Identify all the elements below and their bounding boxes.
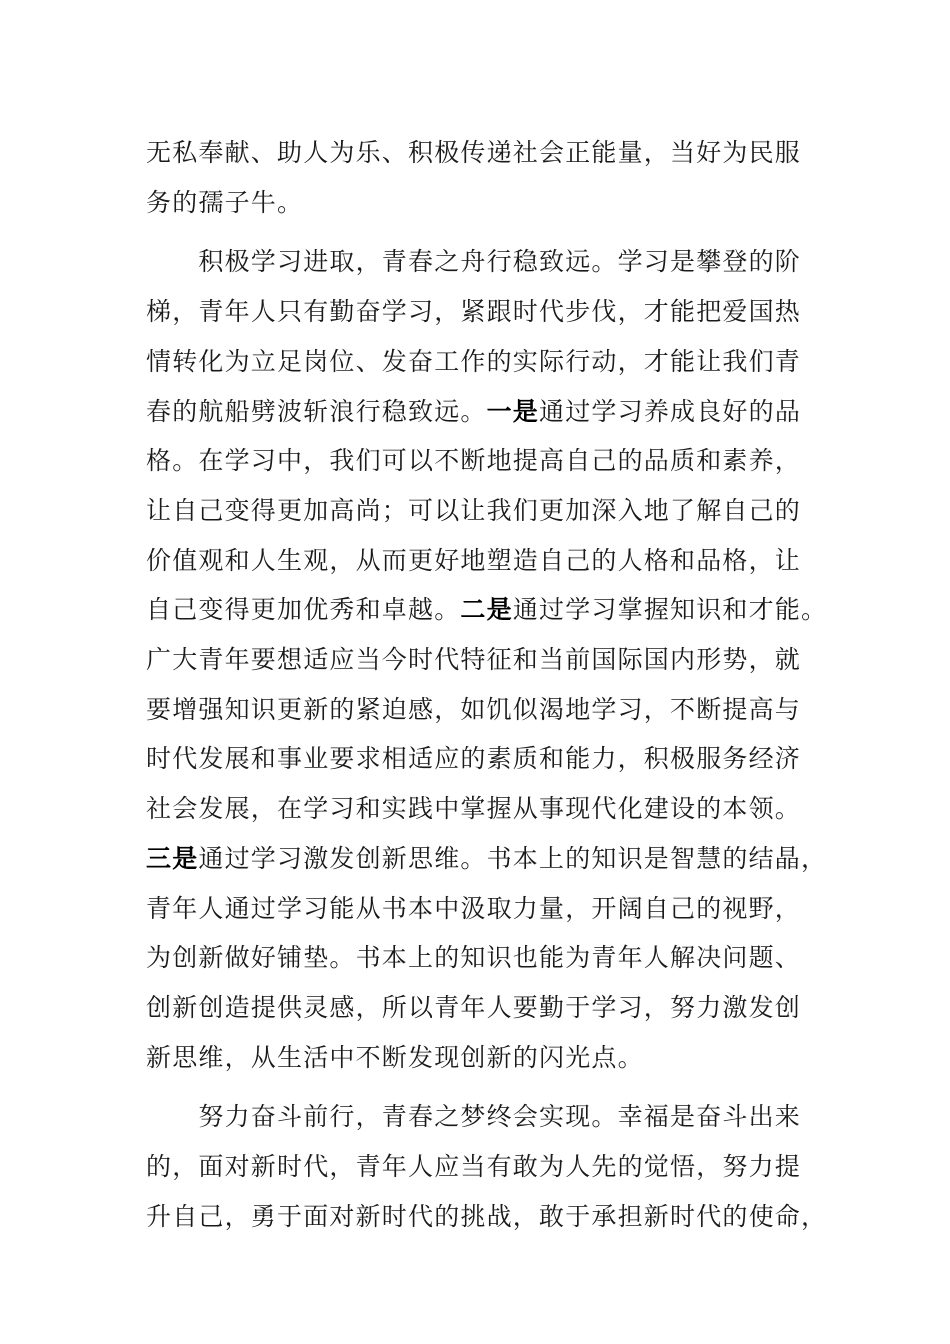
text-line: 价值观和人生观，从而更好地塑造自己的人格和品格，让 — [146, 545, 802, 575]
text-line: 新思维，从生活中不断发现创新的闪光点。 — [146, 1042, 644, 1072]
text-line: 升自己，勇于面对新时代的挑战，敢于承担新时代的使命， — [146, 1201, 828, 1231]
text-line: 要增强知识更新的紧迫感，如饥似渴地学习，不断提高与 — [146, 694, 802, 724]
text-line: 情转化为立足岗位、发奋工作的实际行动，才能让我们青 — [146, 346, 802, 376]
text-line: 社会发展，在学习和实践中掌握从事现代化建设的本领。 — [146, 794, 802, 824]
text-line: 让自己变得更加高尚；可以让我们更加深入地了解自己的 — [146, 495, 802, 525]
text-run: 自己变得更加优秀和卓越。 — [146, 595, 461, 625]
text-line: 广大青年要想适应当今时代特征和当前国际国内形势，就 — [146, 645, 802, 675]
text-run: 通过学习掌握知识和才能。 — [512, 595, 828, 625]
paragraph-1 — [146, 128, 806, 227]
document-body — [146, 128, 828, 1241]
text-line: 创新创造提供灵感，所以青年人要勤于学习，努力激发创 — [146, 992, 802, 1022]
point-one-label: 一是 — [486, 396, 540, 426]
text-line — [146, 834, 828, 884]
text-run: 通过学习激发创新思维。书本上的知识是智慧的结晶， — [198, 843, 828, 873]
text-line — [146, 585, 828, 635]
text-line: 为创新做好铺垫。书本上的知识也能为青年人解决问题、 — [146, 943, 802, 973]
point-two-label: 二是 — [460, 595, 513, 625]
text-line — [146, 387, 806, 437]
text-run: 通过学习养成良好的品 — [539, 396, 802, 426]
point-three-label: 三是 — [146, 843, 199, 873]
paragraph-3 — [146, 1092, 828, 1241]
text-line: 格。在学习中，我们可以不断地提高自己的品质和素养， — [146, 446, 802, 476]
paragraph-2 — [146, 237, 828, 1082]
text-line: 无私奉献、助人为乐、积极传递社会正能量，当好为民服 — [146, 138, 802, 167]
text-line: 务的孺子牛。 — [146, 187, 304, 217]
text-line: 梯，青年人只有勤奋学习，紧跟时代步伐，才能把爱国热 — [146, 297, 802, 327]
text-line: 时代发展和事业要求相适应的素质和能力，积极服务经济 — [146, 744, 802, 774]
text-line: 青年人通过学习能从书本中汲取力量，开阔自己的视野， — [146, 893, 802, 923]
text-line: 的，面对新时代，青年人应当有敢为人先的觉悟，努力提 — [146, 1152, 802, 1182]
text-line: 努力奋斗前行，青春之梦终会实现。幸福是奋斗出来 — [146, 1102, 802, 1132]
text-run: 春的航船劈波斩浪行稳致远。 — [146, 396, 487, 426]
text-line: 积极学习进取，青春之舟行稳致远。学习是攀登的阶 — [146, 247, 802, 277]
